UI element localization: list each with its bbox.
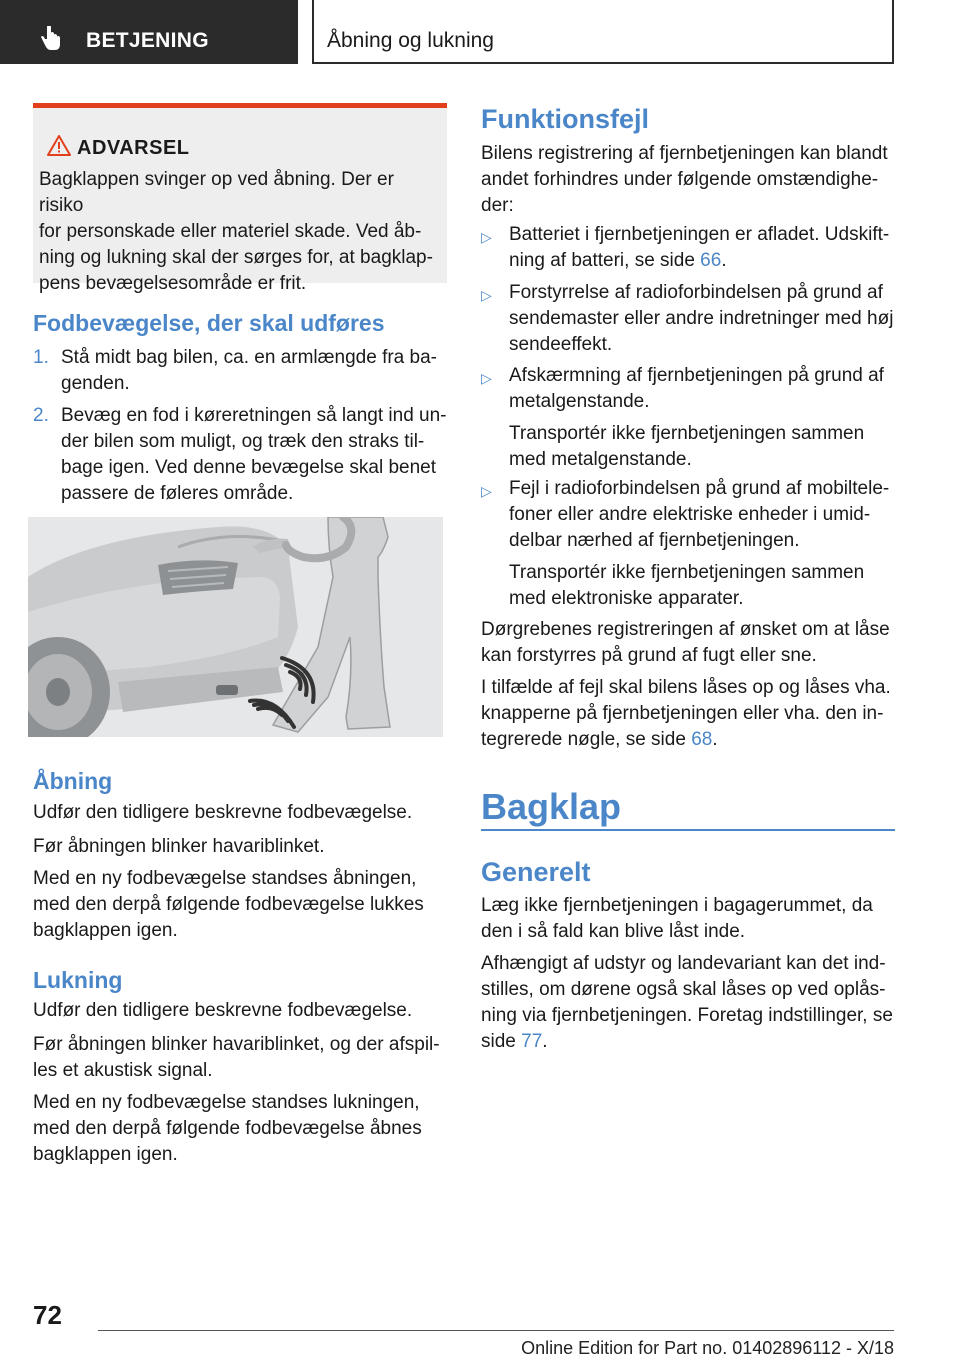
hand-pointer-icon [40,26,62,52]
edition-text: Online Edition for Part no. 01402896112 - X/18 [521,1338,894,1358]
humidity-para: Dørgrebenes registreringen af ønsket om at låse kan forstyrres på grund af fugt eller sne. [481,619,890,666]
closing-para-3: Med en ny fodbevægelse standses lukningen, med den derpå følgende fodbevægelse åbnes bagklappen igen. [33,1092,422,1165]
general-para-1: Læg ikke fjernbetjeningen i bagagerummet, da den i så fald kan blive låst inde. [481,895,873,942]
section-tab [0,0,298,64]
chapter-tab [312,0,894,64]
warning-box [33,103,447,294]
opening-para-2: Før åbningen blinker havariblinket. [33,836,325,857]
malfunction-heading: Funktionsfejl [481,104,649,134]
bullet-triangle-icon: ▷ [481,483,492,499]
heading-divider [481,829,895,831]
malfunction-intro: Bilens registrering af fjernbetjeningen kan blandt andet forhindres under følgende omstændighe- der: [481,143,888,216]
opening-para-3: Med en ny fodbevægelse standses åbningen, med den derpå følgende fodbevægelse lukkes bagklappen igen. [33,868,424,941]
page-link-77[interactable]: 77 [521,1031,543,1052]
closing-para-1: Udfør den tidligere beskrevne fodbevægelse. [33,1000,413,1021]
opening-para-1: Udfør den tidligere beskrevne fodbevægelse. [33,802,413,823]
tailgate-heading: Bagklap [481,786,622,827]
bullet-triangle-icon: ▷ [481,370,492,386]
chapter-title: Åbning og lukning [327,29,494,52]
footer-divider [98,1330,894,1331]
page-link-66[interactable]: 66 [700,250,722,271]
general-heading: Generelt [481,857,591,887]
foot-movement-heading: Fodbevægelse, der skal udføres [33,310,385,336]
page-link-68[interactable]: 68 [691,729,713,750]
section-title: BETJENING [86,29,209,52]
warning-title: ADVARSEL [77,137,190,159]
fault-para: I tilfælde af fejl skal bilens låses op og låses vha. knapperne på fjernbetjeningen eller vha. den in- tegrerede nøgle, se side 68. [481,677,891,750]
tailgate-foot-sensor-illustration [28,517,443,737]
closing-heading: Lukning [33,967,123,993]
bullet-triangle-icon: ▷ [481,229,492,245]
opening-heading: Åbning [33,768,113,794]
closing-para-2: Før åbningen blinker havariblinket, og der afspil- les et akustisk signal. [33,1034,440,1081]
bullet-triangle-icon: ▷ [481,287,492,303]
warning-triangle-icon [47,135,71,156]
page-number: 72 [33,1300,62,1330]
general-para-2: Afhængigt af udstyr og landevariant kan det ind- stilles, om dørene også skal låses op ved oplås- ning via fjernbetjeningen. Foretag indstillinger, se side 77. [481,953,893,1052]
warning-text: Bagklappen svinger op ved åbning. Der er risiko for personskade eller materiel skade. Ved åb- ning og lukning skal der sørges for, at bagklap- pens bevægelsesområde er frit. [39,169,433,294]
